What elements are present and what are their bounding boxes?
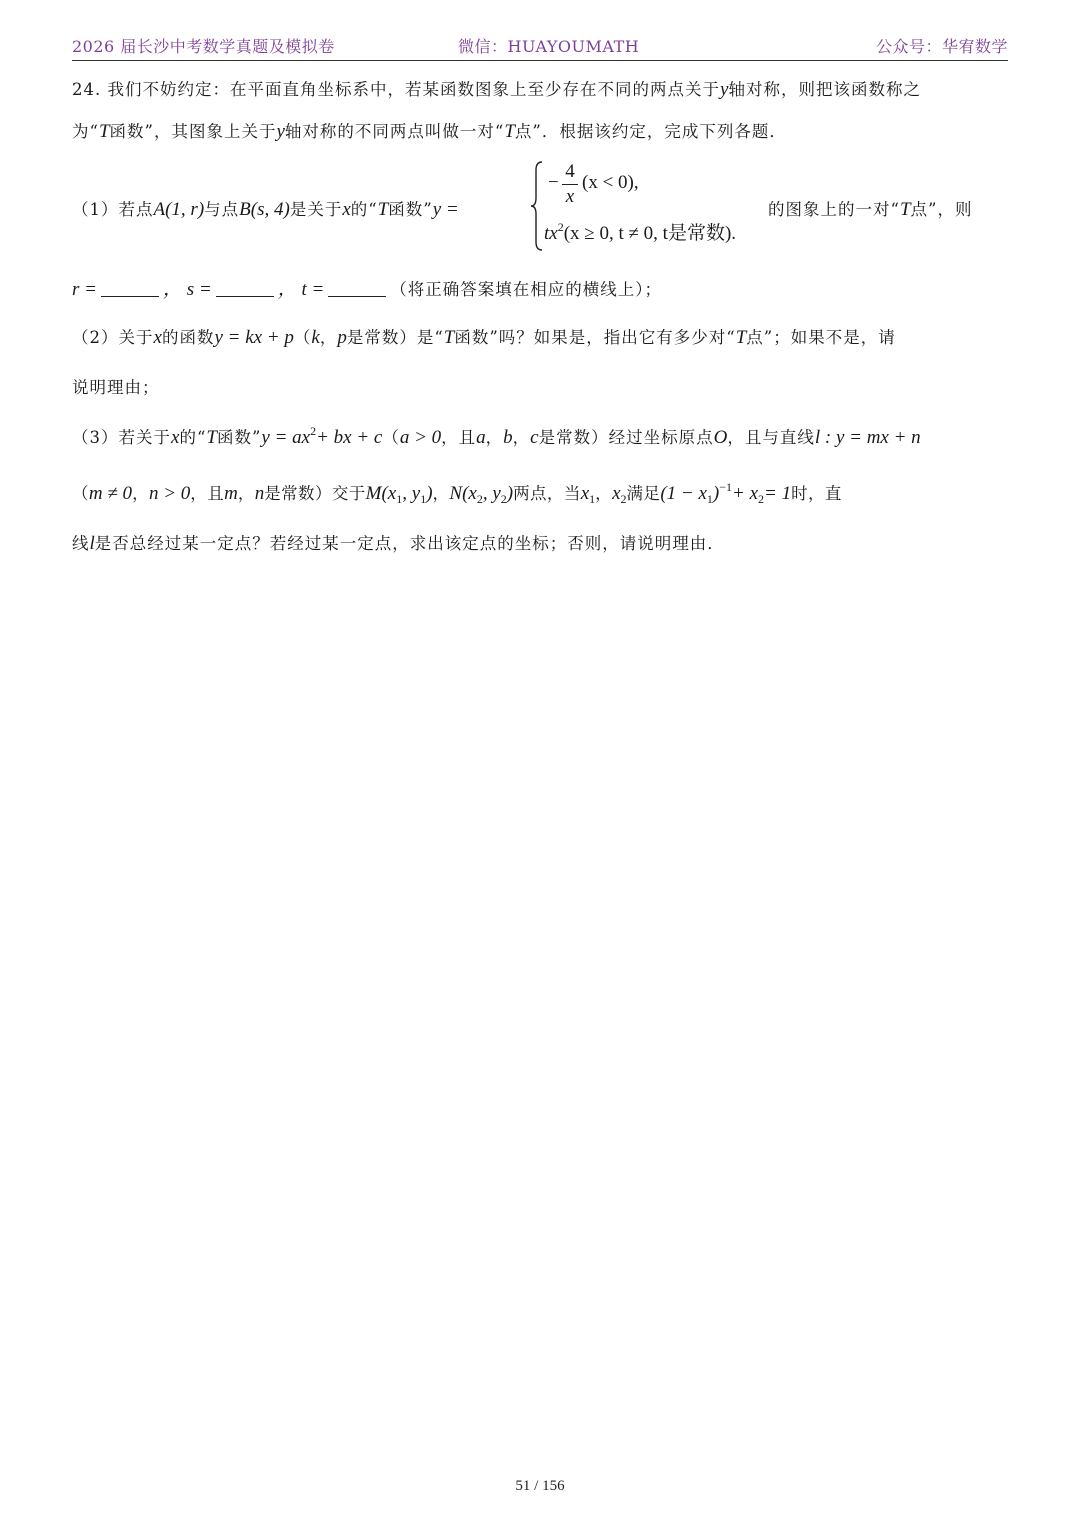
part-1-tail: 的图象上的一对“T点”，则: [768, 199, 973, 220]
header-divider: [72, 60, 1008, 61]
brace-icon: [530, 160, 544, 252]
page-number: 51 / 156: [515, 1478, 565, 1494]
part-3-line-1: （3）若关于x的“T函数”y = $ax^2+$ bx + c（a > 0，且a，b，c是常数）经过坐标原点O，且与直线l : y = mx + n: [72, 424, 921, 448]
header-wechat: 微信：HUAYOUMATH: [458, 37, 640, 56]
answer-blank-t[interactable]: [328, 280, 386, 297]
part-2-line-2: 说明理由；: [72, 378, 160, 397]
piecewise-case-2: $tx^2(x \ge 0$, t ≠ 0, t是常数).: [544, 220, 737, 244]
part-1-line: （1）若点A(1, r)与点B(s, 4)是关于x的“T函数”y =: [72, 199, 459, 220]
part-2-line-1: （2）关于x的函数y = kx + p（k，p是常数）是“T函数”吗？如果是，指出它有多少对“T点”；如果不是，请: [72, 327, 896, 348]
intro-line-2: 为“T函数”，其图象上关于y轴对称的不同两点叫做一对“T点”．根据该约定，完成下列各题．: [72, 121, 787, 142]
piecewise-case-1: − 4 x (x < 0),: [548, 161, 639, 207]
fraction: 4 x: [562, 162, 578, 207]
answer-blank-r[interactable]: [101, 280, 159, 297]
part-3-line-3: 线l是否总经过某一定点？若经过某一定点，求出该定点的坐标；否则，请说明理由．: [72, 533, 725, 554]
answer-blank-s[interactable]: [216, 280, 274, 297]
header-title: 2026 届长沙中考数学真题及模拟卷: [72, 37, 335, 56]
part-3-line-2: （m ≠ 0，n > 0，且m，n是常数）交于$M(x_1$, $y_1$)，$N(x_2$, $y_2$)两点，当$x_1$，$x_2$满足$(1 - x_1)^{-1}+ x_2= 1$时，直: [72, 480, 842, 506]
page-header: [72, 30, 1008, 60]
piecewise-function: [530, 160, 770, 254]
header-public-account: 公众号：华宥数学: [875, 37, 1008, 56]
part-1-blanks: r = ， s = ， t = （将正确答案填在相应的横线上）；: [72, 279, 663, 300]
intro-line-1: 24. 我们不妨约定：在平面直角坐标系中，若某函数图象上至少存在不同的两点关于y轴对称，则把该函数称之: [72, 79, 921, 100]
